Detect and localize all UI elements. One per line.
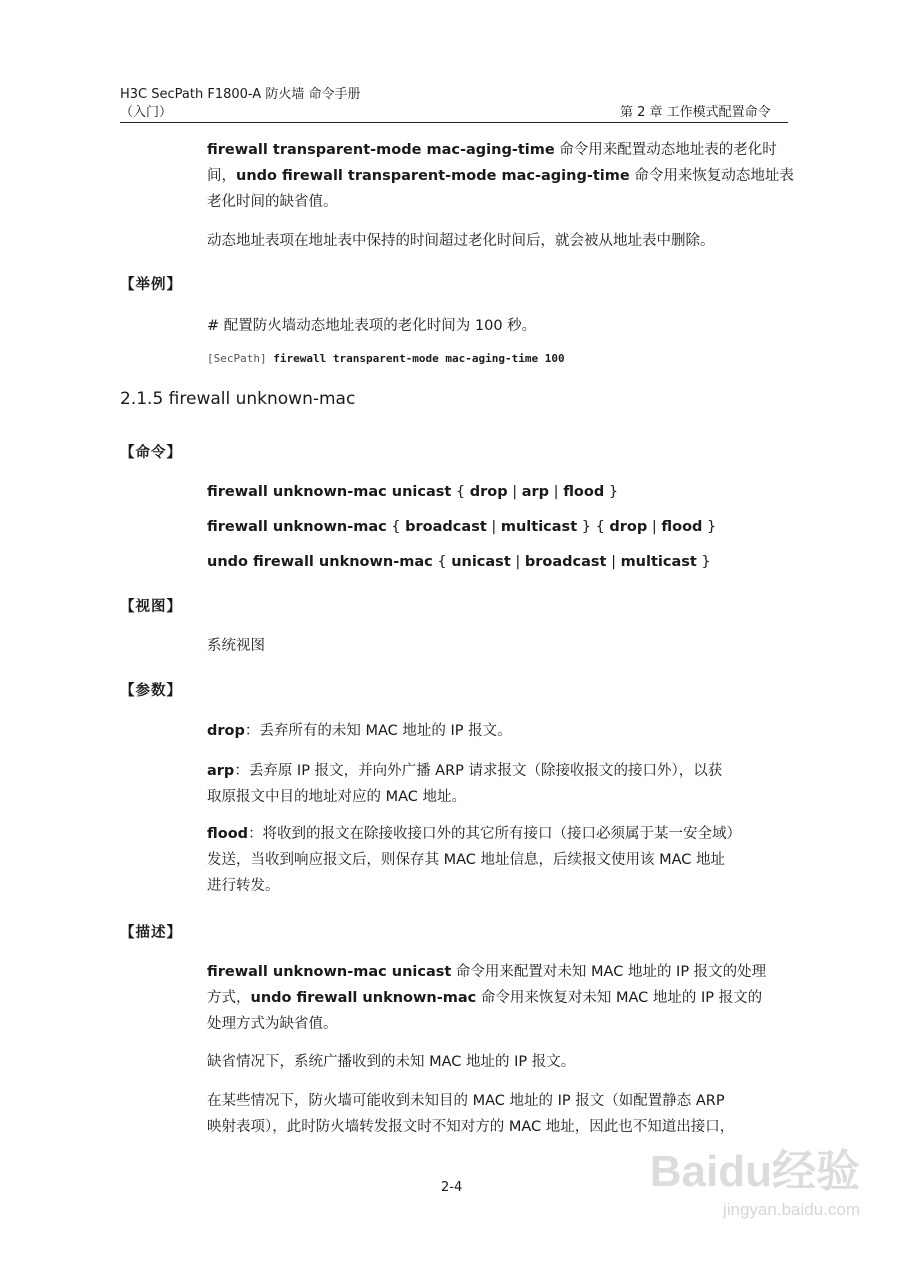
syntax-brace: { xyxy=(451,484,470,500)
param-drop xyxy=(207,718,512,745)
syntax-pipe: | xyxy=(486,519,501,535)
page-number: 2-4 xyxy=(441,1180,463,1195)
desc-line-3: 老化时间的缺省值。 xyxy=(207,194,338,210)
desc-text: 命令用来配置动态地址表的老化时 xyxy=(554,142,777,158)
describe-p1-line-2 xyxy=(207,985,762,1012)
describe-p1-line-3: 处理方式为缺省值。 xyxy=(207,1016,338,1032)
desc-text: 命令用来配置对未知 MAC 地址的 IP 报文的处理 xyxy=(451,964,767,980)
example-label: 【举例】 xyxy=(120,277,182,293)
syntax-brace: } { xyxy=(577,519,610,535)
desc-text: 方式， xyxy=(207,990,251,1006)
syntax-option: arp xyxy=(521,484,550,500)
syntax-option: drop xyxy=(469,484,508,500)
desc-cmd: firewall unknown-mac unicast xyxy=(207,964,452,980)
header-product: H3C SecPath F1800-A 防火墙 命令手册 xyxy=(120,87,361,102)
describe-p2: 缺省情况下，系统广播收到的未知 MAC 地址的 IP 报文。 xyxy=(207,1054,576,1070)
desc-line-4: 动态地址表项在地址表中保持的时间超过老化时间后，就会被从地址表中删除。 xyxy=(207,233,715,249)
syntax-brace: } xyxy=(696,554,711,570)
example-code xyxy=(207,352,565,365)
syntax-option: flood xyxy=(661,519,703,535)
param-arp-line-1 xyxy=(207,758,722,785)
param-key: flood xyxy=(207,826,249,842)
header-chapter: 第 2 章 工作模式配置命令 xyxy=(620,105,771,120)
command-syntax-3 xyxy=(207,549,711,576)
syntax-pipe: | xyxy=(549,484,564,500)
param-text: ：丢弃原 IP 报文，并向外广播 ARP 请求报文（除接收报文的接口外），以获 xyxy=(234,763,723,779)
syntax-brace: } xyxy=(702,519,717,535)
syntax-option: broadcast xyxy=(524,554,607,570)
header-rule xyxy=(120,122,788,123)
code-prompt: [SecPath] xyxy=(207,352,274,365)
syntax-option: flood xyxy=(563,484,605,500)
command-syntax-2 xyxy=(207,514,716,541)
view-text: 系统视图 xyxy=(207,638,265,654)
param-key: drop xyxy=(207,723,245,739)
param-text: ：将收到的报文在除接收接口外的其它所有接口（接口必须属于某一安全域） xyxy=(248,826,742,842)
desc-line-2 xyxy=(207,163,794,190)
syntax-option: multicast xyxy=(500,519,578,535)
view-label: 【视图】 xyxy=(120,599,182,615)
command-label: 【命令】 xyxy=(120,445,182,461)
desc-cmd: undo firewall transparent-mode mac-aging-time xyxy=(236,168,630,184)
syntax-pipe: | xyxy=(647,519,662,535)
syntax-keyword: firewall unknown-mac xyxy=(207,519,387,535)
params-label: 【参数】 xyxy=(120,683,182,699)
watermark-logo: Baidu经验 xyxy=(649,1147,860,1196)
desc-text: 命令用来恢复对未知 MAC 地址的 IP 报文的 xyxy=(476,990,763,1006)
syntax-keyword: undo firewall unknown-mac xyxy=(207,554,433,570)
syntax-option: broadcast xyxy=(405,519,487,535)
desc-line-1 xyxy=(207,137,777,164)
describe-label: 【描述】 xyxy=(120,925,182,941)
command-syntax-1 xyxy=(207,479,618,506)
syntax-option: unicast xyxy=(451,554,511,570)
header-subtitle: （入门） xyxy=(120,105,173,120)
section-title: 2.1.5 firewall unknown-mac xyxy=(120,389,356,409)
syntax-keyword: firewall unknown-mac unicast xyxy=(207,484,452,500)
describe-p3-line-2: 映射表项），此时防火墙转发报文时不知对方的 MAC 地址，因此也不知道出接口， xyxy=(207,1119,735,1135)
param-key: arp xyxy=(207,763,235,779)
param-flood-line-2: 发送，当收到响应报文后，则保存其 MAC 地址信息，后续报文使用该 MAC 地址 xyxy=(207,852,726,868)
syntax-pipe: | xyxy=(510,554,525,570)
baidu-watermark xyxy=(650,1148,860,1220)
param-text: ：丢弃所有的未知 MAC 地址的 IP 报文。 xyxy=(244,723,512,739)
desc-cmd: firewall transparent-mode mac-aging-time xyxy=(207,142,555,158)
syntax-option: drop xyxy=(609,519,648,535)
syntax-brace: { xyxy=(386,519,406,535)
syntax-pipe: | xyxy=(507,484,522,500)
syntax-brace: { xyxy=(432,554,452,570)
describe-p1-line-1 xyxy=(207,959,766,986)
example-comment: # 配置防火墙动态地址表项的老化时间为 100 秒。 xyxy=(207,318,537,334)
param-flood-line-1 xyxy=(207,821,741,848)
syntax-pipe: | xyxy=(606,554,621,570)
watermark-url: jingyan.baidu.com xyxy=(722,1200,860,1219)
param-flood-line-3: 进行转发。 xyxy=(207,878,280,894)
desc-text: 间， xyxy=(207,168,236,184)
param-arp-line-2: 取原报文中目的地址对应的 MAC 地址。 xyxy=(207,789,467,805)
syntax-brace: } xyxy=(604,484,619,500)
desc-text: 命令用来恢复动态地址表 xyxy=(629,168,794,184)
code-command: firewall transparent-mode mac-aging-time 100 xyxy=(273,352,565,365)
syntax-option: multicast xyxy=(620,554,697,570)
describe-p3-line-1: 在某些情况下，防火墙可能收到未知目的 MAC 地址的 IP 报文（如配置静态 ARP xyxy=(207,1093,725,1109)
desc-cmd: undo firewall unknown-mac xyxy=(250,990,477,1006)
